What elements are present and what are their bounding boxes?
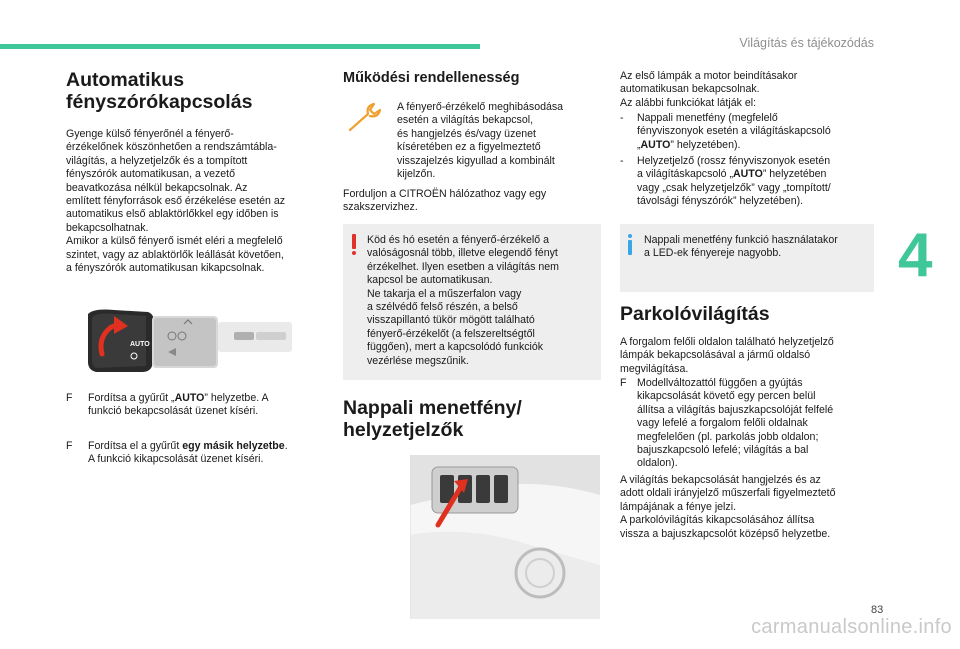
step1-text-post: ” helyzetbe. A funkció bekapcsolását üzenet kíséri.: [88, 392, 269, 418]
warning-note-box: [343, 224, 601, 380]
drl-intro-text: Az első lámpák a motor beindításakor automatikusan bekapcsolnak. Az alábbi funkciókat látják el:: [620, 70, 798, 109]
stalk-auto-label: AUTO: [130, 341, 150, 348]
step1-bullet: F: [66, 392, 73, 404]
contact-network-text: Forduljon a CITROËN hálózathoz vagy egy szakszervizhez.: [343, 188, 547, 214]
parking-lights-title: Parkolóvilágítás: [620, 303, 770, 325]
header-accent-bar: [0, 44, 480, 49]
drl-list-item-1: [637, 112, 881, 152]
parking-lights-instruction: Modellváltozattól függően a gyújtás kikapcsolását követő egy percen belül állítsa a világítás bajuszkapcsolóját felfelé vagy lefelé a forgalom felőli oldalnak megfelelően (pl. parkolás jobb oldalon; bajuszkapcsoló lefelé; világítás a bal oldalon).: [637, 377, 834, 470]
step2-text: [88, 440, 324, 467]
drl-list-item-1-bold: AUTO: [640, 138, 671, 151]
auto-headlamp-title: Automatikus fényszórókapcsolás: [66, 69, 253, 113]
info-note-text: Nappali menetfény funkció használatakor a LED-ek fényereje nagyobb.: [644, 234, 838, 260]
wrench-icon: [346, 100, 384, 140]
auto-headlamp-body: Gyenge külső fényerőnél a fényerő- érzékelőnek köszönhetően a rendszámtábla- világítás, a helyzetjelzők és a tompított fényszórók automatikusan, a vezető beavatkozása nélkül bekapcsolnak. Az említett fényforrások eső érzékelése esetén az automatikus első ablaktörlőkkel egy időben is bekapcsolhatnak. Amikor a külső fényerő ismét eléri a megfelelő szintet, vagy az ablaktörlők leállását követően, a fényszórók automatikusan kikapcsolnak.: [66, 128, 286, 275]
step2-bullet: F: [66, 440, 73, 452]
drl-list-item-2-bold: AUTO: [732, 168, 763, 181]
warning-note-text: Köd és hó esetén a fényerő-érzékelő a valóságosnál több, illetve elegendő fényt érzékelhet. Ilyen esetben a világítás nem kapcsol be automatikusan. Ne takarja el a műszerfalon vagy a szélvédő felső részén, a belső visszapillantó tükör mögött található fényerő-érzékelőt (a felszereltségtől függően), mert a kapcsolódó funkciók vezérlése megszűnik.: [367, 234, 559, 367]
info-note-box: [620, 224, 874, 292]
drl-list-item-2: [637, 155, 881, 209]
lighting-stalk-illustration: [84, 308, 298, 373]
drl-list-item-2-pre: Helyzetjelző (rossz fényviszonyok esetén a világításkapcsoló „: [637, 155, 831, 181]
step1-text: [88, 392, 324, 419]
section-title: Világítás és tájékozódás: [739, 36, 874, 50]
watermark: carmanualsonline.info: [751, 616, 952, 638]
chapter-number: 4: [898, 221, 933, 290]
warning-icon: [352, 234, 358, 255]
step2-text-pre: Fordítsa el a gyűrűt: [88, 440, 183, 452]
drl-title: Nappali menetfény/ helyzetjelzők: [343, 397, 522, 441]
drl-list-item-1-post: ” helyzetében).: [670, 138, 741, 151]
drl-list-item-1-pre: Nappali menetfény (megfelelő fényviszonyok esetén a világításkapcsoló „: [637, 112, 831, 151]
drl-list-dash-1: -: [620, 112, 624, 124]
step2-text-bold: egy másik helyzetbe: [182, 440, 285, 452]
step1-text-bold: AUTO: [174, 392, 205, 404]
step1-text-pre: Fordítsa a gyűrűt „: [88, 392, 175, 404]
dashboard-switch-illustration: [410, 455, 600, 619]
drl-list-item-2-post: ” helyzetében vagy „csak helyzetjelzők” vagy „tompított/ távolsági fényszórók” helyzetében).: [637, 168, 831, 208]
page-number: 83: [871, 604, 884, 616]
info-icon: [628, 234, 634, 255]
parking-bullet: F: [620, 377, 627, 389]
step2-text-post: . A funkció kikapcsolását üzenet kíséri.: [88, 440, 288, 466]
parking-lights-end-text: A világítás bekapcsolását hangjelzés és az adott oldali irányjelző műszerfali figyelmeztető lámpájának a fénye jelzi. A parkolóvilágítás kikapcsolásához állítsa vissza a bajuszkapcsolót középső helyzetbe.: [620, 474, 836, 540]
malfunction-text: A fényerő-érzékelő meghibásodása esetén a világítás bekapcsol, és hangjelzés és/vagy üzenet kíséretében ez a figyelmeztető visszajelzés kigyullad a kombinált kijelzőn.: [397, 101, 564, 181]
drl-list-dash-2: -: [620, 155, 624, 167]
parking-lights-intro: A forgalom felőli oldalon található helyzetjelző lámpák bekapcsolásával a jármű oldalsó megvilágítása.: [620, 336, 834, 375]
malfunction-title: Működési rendellenesség: [343, 70, 520, 86]
